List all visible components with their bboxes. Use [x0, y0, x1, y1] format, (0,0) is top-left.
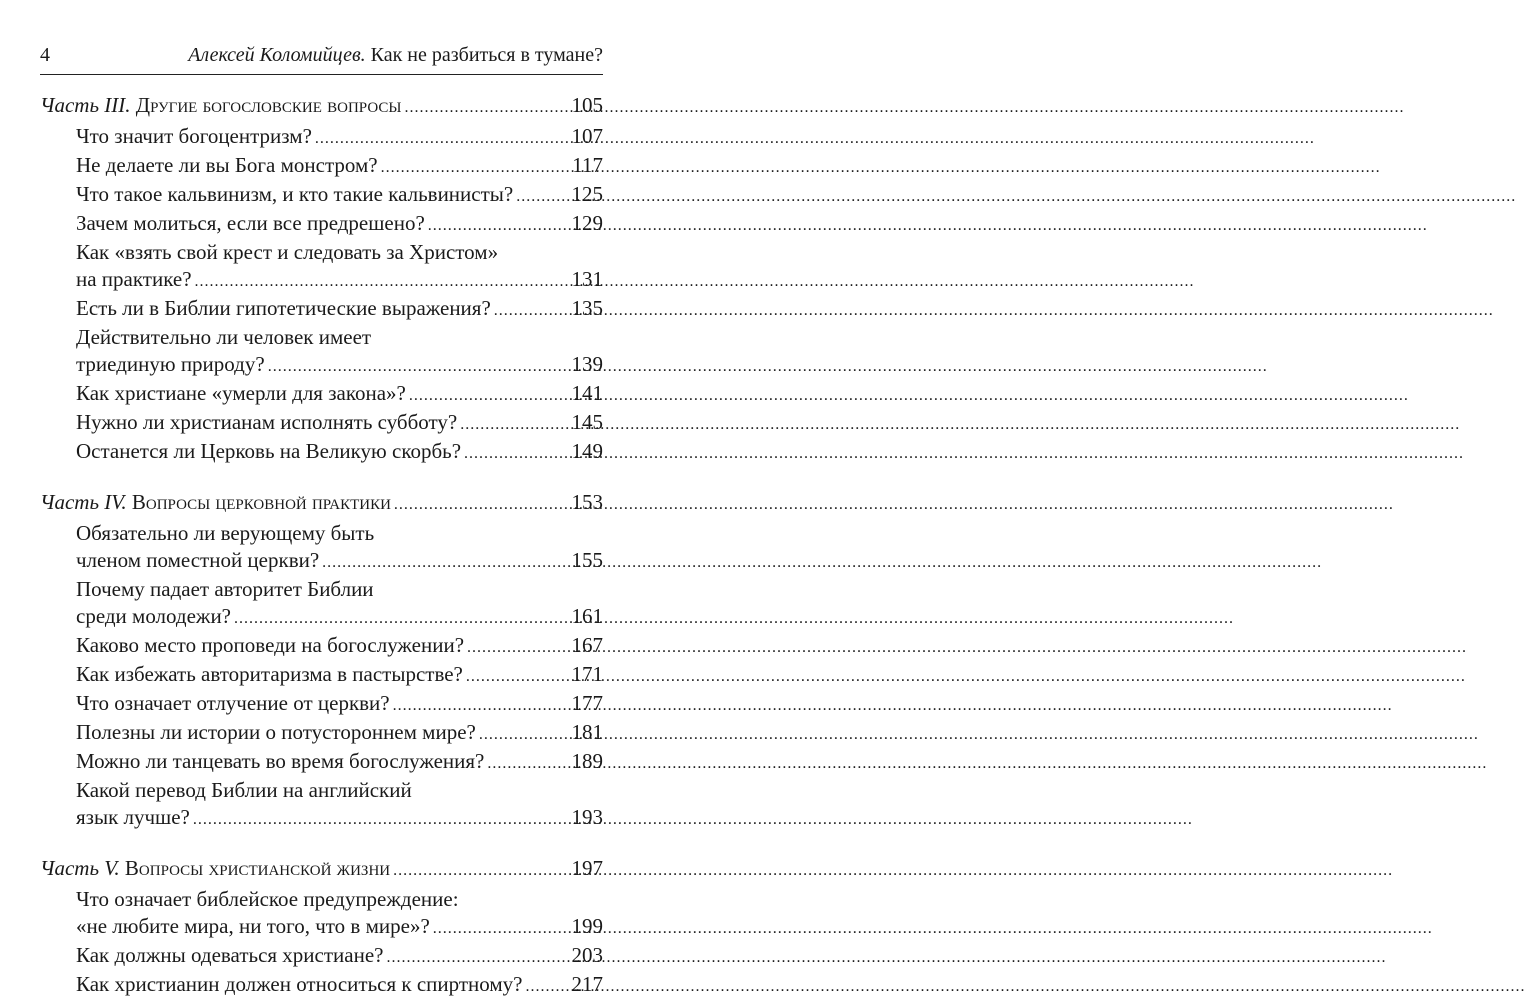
- dot-leader: [516, 183, 568, 210]
- toc-entry: [40, 748, 603, 777]
- toc-entry: [40, 661, 603, 690]
- page-ref: 131: [571, 267, 603, 291]
- running-title: [188, 44, 603, 67]
- entry-line: [76, 210, 603, 239]
- dot-leader: [315, 125, 569, 152]
- entry-line: [76, 719, 603, 748]
- entry-title: Можно ли танцевать во время богослужения?: [76, 749, 485, 773]
- toc-part-heading: [40, 855, 603, 884]
- entry-text-line: Как «взять свой крест и следовать за Христом»: [76, 240, 499, 264]
- toc-entry: [40, 886, 603, 942]
- entry-title: Не делаете ли вы Бога монстром?: [76, 153, 378, 177]
- entry-title: Как христиане «умерли для закона»?: [76, 381, 406, 405]
- dot-leader: [404, 94, 568, 121]
- entry-line: [76, 152, 603, 181]
- entry-line: [76, 748, 603, 777]
- section-spacer: [40, 467, 603, 489]
- part-label: Часть IV.: [40, 490, 127, 514]
- entry-title: Каково место проповеди на богослужении?: [76, 633, 465, 657]
- entry-title: триединую природу?: [76, 352, 265, 376]
- entry-line: [76, 913, 603, 942]
- dot-leader: [460, 411, 568, 438]
- toc-part-heading: [40, 489, 603, 518]
- part-heading-text: [40, 92, 401, 119]
- entry-title: Что означает отлучение от церкви?: [76, 691, 390, 715]
- entry-text-line: Обязательно ли верующему быть: [76, 521, 375, 545]
- page-ref: 171: [571, 662, 603, 686]
- page-ref: 193: [571, 805, 603, 829]
- entry-line: [76, 409, 603, 438]
- toc-entry: [40, 576, 603, 632]
- entry-title: Как христианин должен относиться к спиртному?: [76, 972, 523, 996]
- toc-entry: [40, 719, 603, 748]
- page-ref: 107: [571, 124, 603, 148]
- toc-entry: [40, 181, 603, 210]
- entry-title: членом поместной церкви?: [76, 548, 320, 572]
- part-label: Часть V.: [40, 856, 120, 880]
- entry-title: Что значит богоцентризм?: [76, 124, 312, 148]
- dot-leader: [381, 154, 570, 181]
- toc-entry: [40, 971, 603, 1000]
- page-ref: 135: [571, 296, 603, 320]
- toc-entry: [40, 152, 603, 181]
- dot-leader: [479, 721, 569, 748]
- entry-line: [76, 547, 603, 576]
- toc-entry: [40, 777, 603, 833]
- page-ref: 155: [571, 548, 603, 572]
- dot-leader: [467, 634, 568, 661]
- toc-entry: [40, 942, 603, 971]
- dot-leader: [494, 297, 569, 324]
- dot-leader: [193, 806, 569, 833]
- page-ref: 129: [571, 211, 603, 235]
- dot-leader: [394, 491, 569, 518]
- page-ref: 153: [571, 490, 603, 514]
- toc-entry: [40, 409, 603, 438]
- page-ref: 181: [571, 720, 603, 744]
- page-number: 4: [40, 44, 50, 66]
- page-ref: 199: [571, 914, 603, 938]
- entry-title: Как должны одеваться христиане?: [76, 943, 384, 967]
- toc-entry: [40, 380, 603, 409]
- toc-entry: [40, 438, 603, 467]
- dot-leader: [464, 440, 568, 467]
- entry-title: Есть ли в Библии гипотетические выражения?: [76, 296, 491, 320]
- entry-title: Что такое кальвинизм, и кто такие кальвинисты?: [76, 182, 514, 206]
- entry-title: Полезны ли истории о потустороннем мире?: [76, 720, 476, 744]
- part-heading-text: [40, 855, 390, 882]
- dot-leader: [428, 212, 569, 239]
- page-ref: 149: [571, 439, 603, 463]
- entry-line: [76, 661, 603, 690]
- entry-line: [76, 971, 603, 1000]
- toc-entry: [40, 632, 603, 661]
- entry-title: «не любите мира, ни того, что в мире»?: [76, 914, 430, 938]
- page-ref: 189: [571, 749, 603, 773]
- entry-line: [76, 380, 603, 409]
- dot-leader: [234, 605, 569, 632]
- section-spacer: [40, 833, 603, 855]
- entry-title: Зачем молиться, если все предрешено?: [76, 211, 425, 235]
- entry-title: Как избежать авторитаризма в пастырстве?: [76, 662, 463, 686]
- part-title: Вопросы христианской жизни: [124, 856, 391, 880]
- part-heading-text: [40, 489, 391, 516]
- toc-entry: [40, 520, 603, 576]
- dot-leader: [393, 857, 568, 884]
- toc-entry: [40, 295, 603, 324]
- author-name: Алексей Коломийцев.: [188, 44, 366, 66]
- entry-text-line: Какой перевод Библии на английский: [76, 778, 412, 802]
- entry-title: язык лучше?: [76, 805, 190, 829]
- toc-entry: [40, 210, 603, 239]
- page-ref: 167: [571, 633, 603, 657]
- book-title: Как не разбиться в тумане?: [370, 44, 603, 66]
- dot-leader: [466, 663, 569, 690]
- page-ref: 197: [571, 856, 603, 880]
- entry-line: [76, 181, 603, 210]
- dot-leader: [409, 382, 569, 409]
- dot-leader: [386, 944, 568, 971]
- book-page: [0, 0, 647, 996]
- entry-text-line: Почему падает авторитет Библии: [76, 577, 374, 601]
- toc-entry: [40, 324, 603, 380]
- entry-line: [76, 942, 603, 971]
- entry-line: [76, 351, 603, 380]
- header-rule: [40, 74, 603, 75]
- entry-line: [76, 804, 603, 833]
- table-of-contents: [40, 92, 603, 1000]
- dot-leader: [487, 750, 568, 777]
- entry-line: [76, 438, 603, 467]
- page-ref: 139: [571, 352, 603, 376]
- entry-line: [76, 266, 603, 295]
- entry-title: Останется ли Церковь на Великую скорбь?: [76, 439, 462, 463]
- part-title: Другие богословские вопросы: [135, 93, 402, 117]
- page-ref: 145: [571, 410, 603, 434]
- page-ref: 105: [571, 93, 603, 117]
- dot-leader: [393, 692, 569, 719]
- toc-entry: [40, 123, 603, 152]
- dot-leader: [433, 915, 569, 942]
- running-header: [40, 44, 603, 74]
- page-ref: 141: [571, 381, 603, 405]
- entry-line: [76, 603, 603, 632]
- toc-entry: [40, 690, 603, 719]
- entry-title: Нужно ли христианам исполнять субботу?: [76, 410, 458, 434]
- entry-text-line: Действительно ли человек имеет: [76, 325, 372, 349]
- part-label: Часть III.: [40, 93, 131, 117]
- entry-line: [76, 632, 603, 661]
- page-ref: 217: [571, 972, 603, 996]
- entry-title: на практике?: [76, 267, 192, 291]
- entry-line: [76, 295, 603, 324]
- page-ref: 203: [571, 943, 603, 967]
- page-ref: 117: [572, 153, 603, 177]
- dot-leader: [195, 268, 569, 295]
- page-ref: 177: [571, 691, 603, 715]
- dot-leader: [268, 353, 569, 380]
- dot-leader: [526, 973, 569, 1000]
- dot-leader: [322, 549, 568, 576]
- part-title: Вопросы церковной практики: [131, 490, 391, 514]
- toc-part-heading: [40, 92, 603, 121]
- entry-line: [76, 123, 603, 152]
- entry-line: [76, 690, 603, 719]
- page-ref: 161: [571, 604, 603, 628]
- entry-text-line: Что означает библейское предупреждение:: [76, 887, 459, 911]
- entry-title: среди молодежи?: [76, 604, 231, 628]
- toc-entry: [40, 239, 603, 295]
- page-ref: 125: [571, 182, 603, 206]
